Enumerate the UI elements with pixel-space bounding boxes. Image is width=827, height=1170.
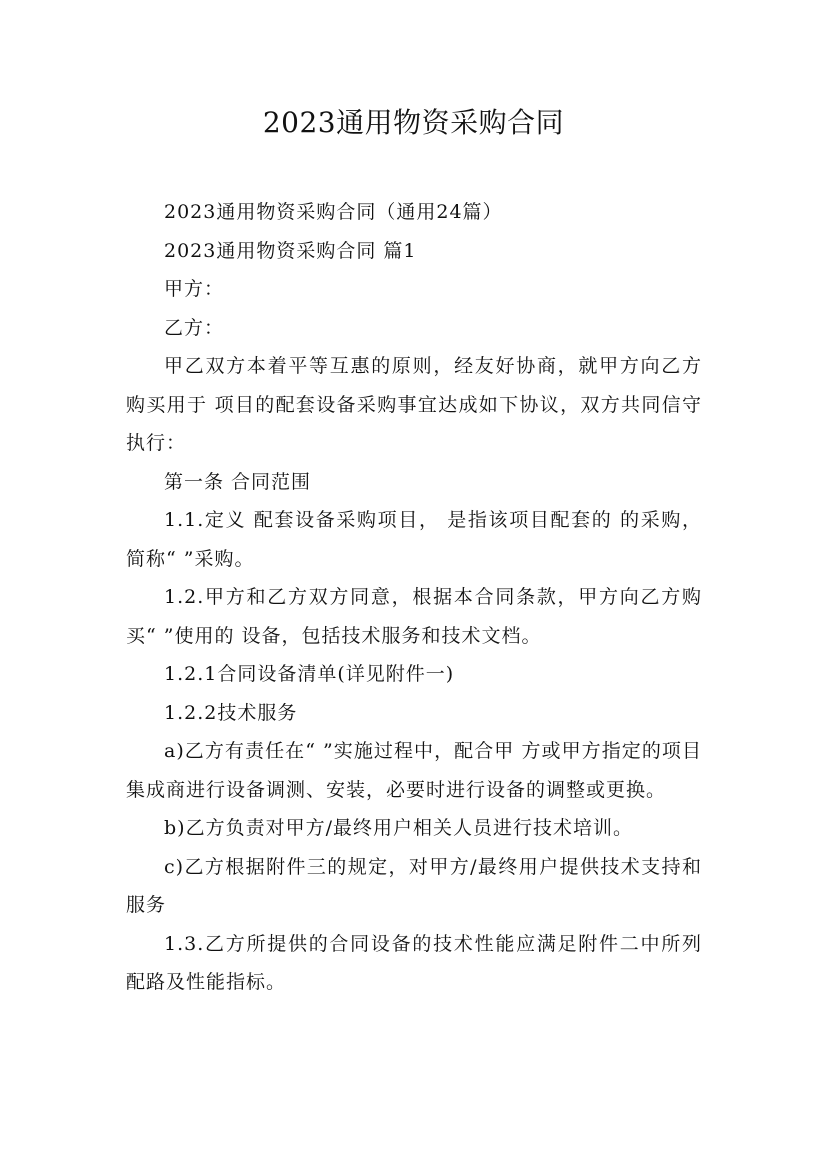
paragraph-article-1-heading: 第一条 合同范围 — [164, 470, 312, 493]
paragraph-clause-1-3: 1.3.乙方所提供的合同设备的技术性能应满足附件二中所列配路及性能指标。 — [126, 932, 702, 993]
document-body — [126, 193, 702, 1002]
paragraph-clause-1-2-1: 1.2.1合同设备清单(详见附件一) — [164, 663, 455, 685]
paragraph-preamble: 甲乙双方本着平等互惠的原则，经友好协商，就甲方向乙方购买用于 项目的配套设备采购事宜达成如下协议，双方共同信守执行： — [126, 355, 702, 454]
paragraph-clause-1-1: 1.1.定义 配套设备采购项目， 是指该项目配套的 的采购，简称“ ”采购。 — [126, 509, 702, 570]
paragraph-subtitle: 2023通用物资采购合同（通用24篇） — [164, 201, 503, 223]
paragraph-party-b: 乙方： — [164, 316, 225, 339]
paragraph-item-b: b)乙方负责对甲方/最终用户相关人员进行技术培训。 — [164, 817, 633, 839]
paragraph-item-a: a)乙方有责任在“ ”实施过程中，配合甲 方或甲方指定的项目集成商进行设备调测、安装，必要时进行设备的调整或更换。 — [126, 740, 702, 801]
paragraph-clause-1-2-2: 1.2.2技术服务 — [164, 701, 298, 724]
paragraph-section-heading: 2023通用物资采购合同 篇1 — [164, 239, 417, 262]
paragraph-party-a: 甲方： — [164, 278, 225, 300]
document-title: 2023通用物资采购合同 — [262, 106, 565, 139]
paragraph-item-c: c)乙方根据附件三的规定，对甲方/最终用户提供技术支持和服务 — [126, 855, 702, 916]
paragraph-clause-1-2: 1.2.甲方和乙方双方同意，根据本合同条款，甲方向乙方购买“ ”使用的 设备，包括技术服务和技术文档。 — [126, 586, 702, 647]
